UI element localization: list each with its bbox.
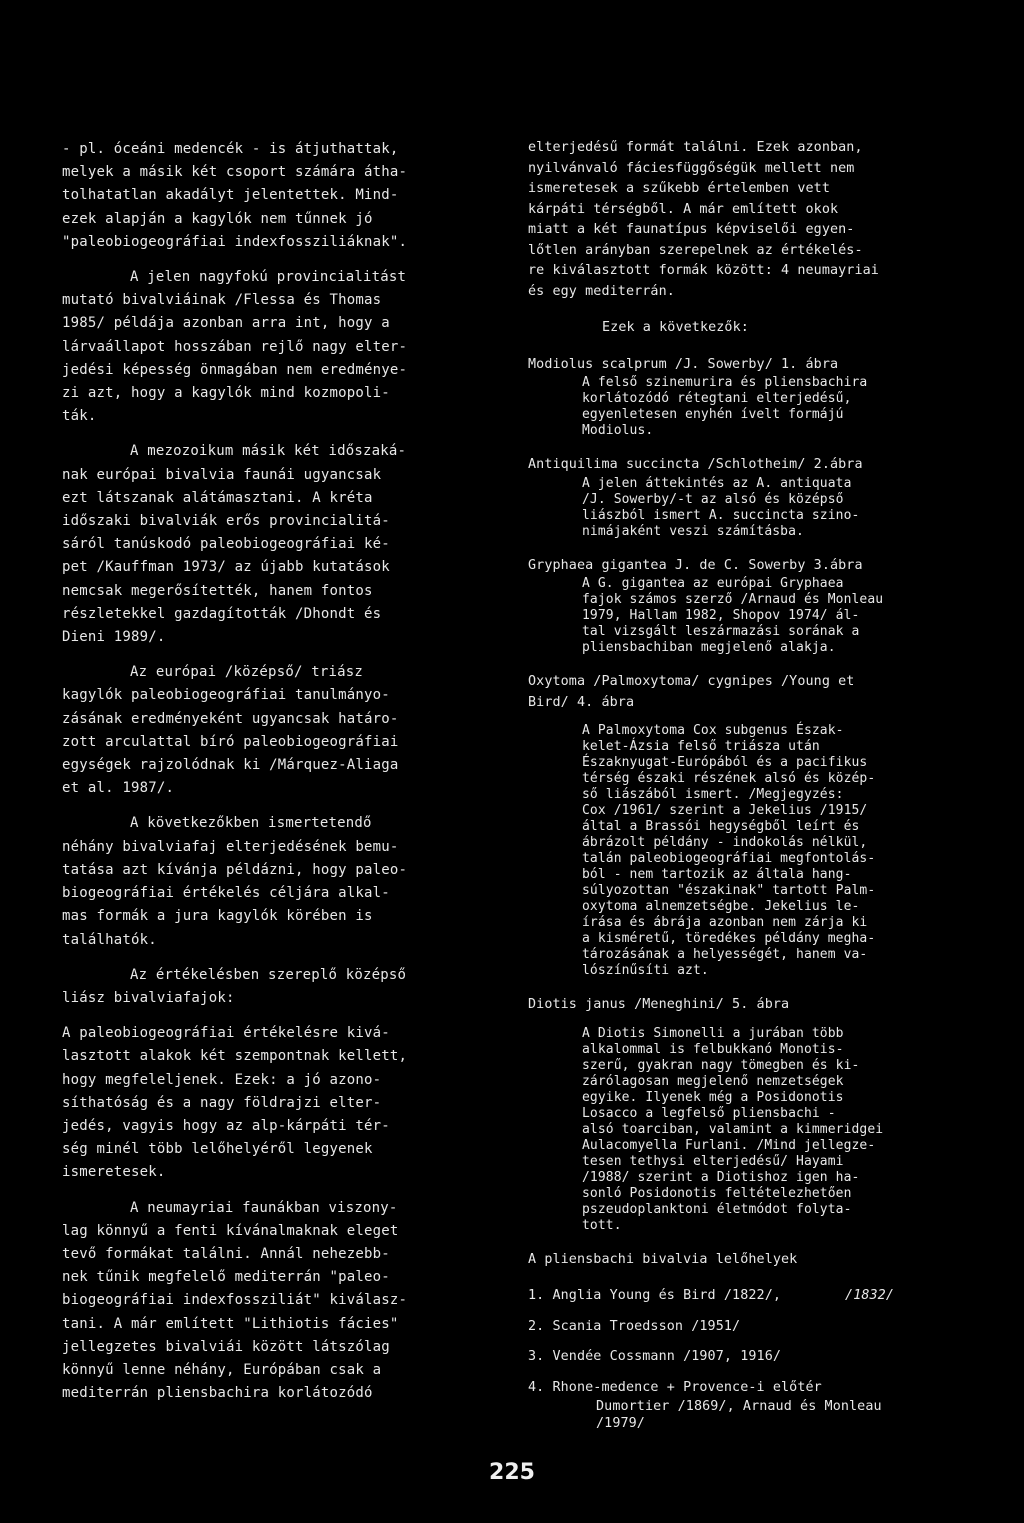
spacer bbox=[528, 656, 983, 672]
species-4-heading: Oxytoma /Palmoxytoma/ cygnipes /Young et Bird/ 4. ábra bbox=[528, 674, 855, 710]
locality-main: 4. Rhone-medence + Provence-i előtér bbox=[528, 1379, 822, 1395]
locality-main: 3. Vendée Cossmann /1907, 1916/ bbox=[528, 1349, 782, 1364]
right-column bbox=[528, 138, 983, 1442]
species-3-description: A G. gigantea az európai Gryphaea fajok számos szerző /Arnaud és Monleau 1979, Hallam 1982, Shopov 1974/ ál- tal vizsgált leszármazási sorának a pliensbachiban megjelenő alakja. bbox=[582, 576, 884, 655]
species-3-heading: Gryphaea gigantea J. de C. Sowerby 3.ábra bbox=[528, 557, 863, 573]
locality-main: 2. Scania Troedsson /1951/ bbox=[528, 1318, 741, 1334]
locality-sub: Dumortier /1869/, Arnaud és Monleau /1979/ bbox=[596, 1399, 882, 1431]
spacer bbox=[528, 1016, 983, 1026]
list-item bbox=[528, 1378, 983, 1433]
spacer bbox=[528, 439, 983, 455]
spacer bbox=[528, 339, 983, 355]
spacer bbox=[528, 713, 983, 723]
species-4-description: A Palmoxytoma Cox subgenus Észak- kelet-Ázsia felső triásza után Északnyugat-Európából és a pacifikus térség északi részének alsó és közép- ső liászából ismert. /Megjegyzés: Cox /1961/ szerint a Jekelius /1915/ által a Brassói hegységből leírt és ábrázolt példány - indokolás nélkül, talán paleobiogeográfiai megfontolás- ból - nem tartozik az általa hang- súlyozottan "északinak" tartott Palm- oxytoma alnemzetségbe. Jekelius le- írása és ábrája azonban nem zárja ki a kisméretű, töredékes példány megha- tározásának a helyességét, hanem va- lószínűsíti azt. bbox=[582, 723, 876, 978]
paragraph-3: A mezozoikum másik két időszaká- nak európai bivalvia faunái ugyancsak ezt látszanak alátámasztani. A kréta időszaki bivalviák erős provincialitá- sáról tanúskodó paleobiogeográfiai ké- pet /Kauffman 1973/ az újabb kutatások nemcsak megerősítették, hanem fontos részletekkel gazdagították /Dhondt és Dieni 1989/. bbox=[62, 443, 407, 646]
spacer bbox=[528, 979, 983, 995]
paragraph-4: Az európai /középső/ triász kagylók paleobiogeográfiai tanulmányo- zásának eredményeként ugyancsak határo- zott arculattal bíró paleobiogeográfiai egységek rajzolódnak ki /Márquez-Aliaga et al. 1987/. bbox=[62, 664, 399, 797]
localities-list bbox=[528, 1286, 983, 1432]
species-2-heading: Antiquilima succincta /Schlotheim/ 2.ábra bbox=[528, 457, 863, 472]
localities-title: A pliensbachi bivalvia lelőhelyek bbox=[528, 1251, 798, 1267]
handwritten-note: /1832/ bbox=[845, 1288, 895, 1303]
page-number: 225 bbox=[489, 1460, 535, 1485]
spacer bbox=[528, 540, 983, 556]
paragraph-7: A paleobiogeográfiai értékelésre kivá- lasztott alakok két szempontnak kellett, hogy megfeleljenek. Ezek: a jó azono- síthatóság és a nagy földrajzi elter- jedés, vagyis hogy az alp-kárpáti tér- ség minél több lelőhelyéről legyenek ismeretesek. bbox=[62, 1025, 408, 1181]
paragraph-5: A következőkben ismertetendő néhány bivalviafaj elterjedésének bemu- tatása azt kívánja példázni, hogy paleo- biogeográfiai értékelés céljára alkal- mas formák a jura kagylók körében is találhatók. bbox=[62, 815, 408, 948]
species-1-heading: Modiolus scalprum /J. Sowerby/ 1. ábra bbox=[528, 356, 839, 372]
paragraph-1: - pl. óceáni medencék - is átjuthattak, melyek a másik két csoport számára átha- tolhatatlan akadályt jelentettek. Mind- ezek alapján a kagylók nem tűnnek jó "paleobiogeográfiai indexfossziliáknak". bbox=[62, 141, 408, 250]
species-1-description: A felső szinemurira és pliensbachira korlátozódó rétegtani elterjedésű, egyenletesen enyhén ívelt formájú Modiolus. bbox=[582, 375, 868, 438]
list-item bbox=[528, 1286, 983, 1307]
spacer bbox=[528, 1234, 983, 1250]
list-item bbox=[528, 1347, 983, 1368]
spacer bbox=[528, 302, 983, 318]
species-5-heading: Diotis janus /Meneghini/ 5. ábra bbox=[528, 997, 790, 1012]
following-label: Ezek a következők: bbox=[602, 320, 749, 335]
list-item bbox=[528, 1317, 983, 1338]
species-5-description: A Diotis Simonelli a jurában több alkalommal is felbukkanó Monotis- szerű, gyakran nagy tömegben és ki- zárólagosan megjelenő nemzetségek egyike. Ilyenek még a Posidonotis Losacco a legfelső pliensbachi - alsó toarciban, valamint a kimmeridgei Aulacomyella Furlani. /Mind jellegze- tesen tethysi elterjedésű/ Hayami /1988/ szerint a Diotishoz igen ha- sonló Posidonotis feltételezhetően pszeudoplanktoni életmódot folyta- tott. bbox=[582, 1025, 884, 1233]
species-2-description: A jelen áttekintés az A. antiquata /J. Sowerby/-t az alsó és középső liászból ismert A. succincta szino- nimájaként veszi számításba. bbox=[582, 475, 860, 539]
locality-main: 1. Anglia Young és Bird /1822/, bbox=[528, 1288, 782, 1303]
paragraph-2: A jelen nagyfokú provincialitást mutató bivalviáinak /Flessa és Thomas 1985/ példája azonban arra int, hogy a lárvaállapot hosszában rejlő nagy elter- jedési képesség önmagában nem eredménye- zi azt, hogy a kagylók mind kozmopoli- ták. bbox=[62, 269, 408, 425]
paragraph-6: Az értékelésben szereplő középső liász bivalviafajok: bbox=[62, 966, 407, 1006]
right-intro: elterjedésű formát találni. Ezek azonban, nyilvánvaló fáciesfüggőségük mellett nem ismeretesek a szűkebb értelemben vett kárpáti térségből. A már említett okok miatt a két faunatípus képviselői egyen- lőtlen arányban szerepelnek az értékelés- re kiválasztott formák között: 4 neumayriai és egy mediterrán. bbox=[528, 140, 879, 299]
paragraph-8: A neumayriai faunákban viszony- lag könnyű a fenti kívánalmaknak eleget tevő formákat találni. Annál nehezebb- nek tűnik megfelelő mediterrán "paleo- biogeográfiai indexfossziliát" kiválasz- tani. A már említett "Lithiotis fácies" jellegzetes bivalviái között látszólag könnyű lenne néhány, Európában csak a mediterrán pliensbachira korlátozódó bbox=[62, 1199, 408, 1402]
left-column bbox=[62, 138, 482, 1405]
spacer bbox=[528, 1270, 983, 1286]
